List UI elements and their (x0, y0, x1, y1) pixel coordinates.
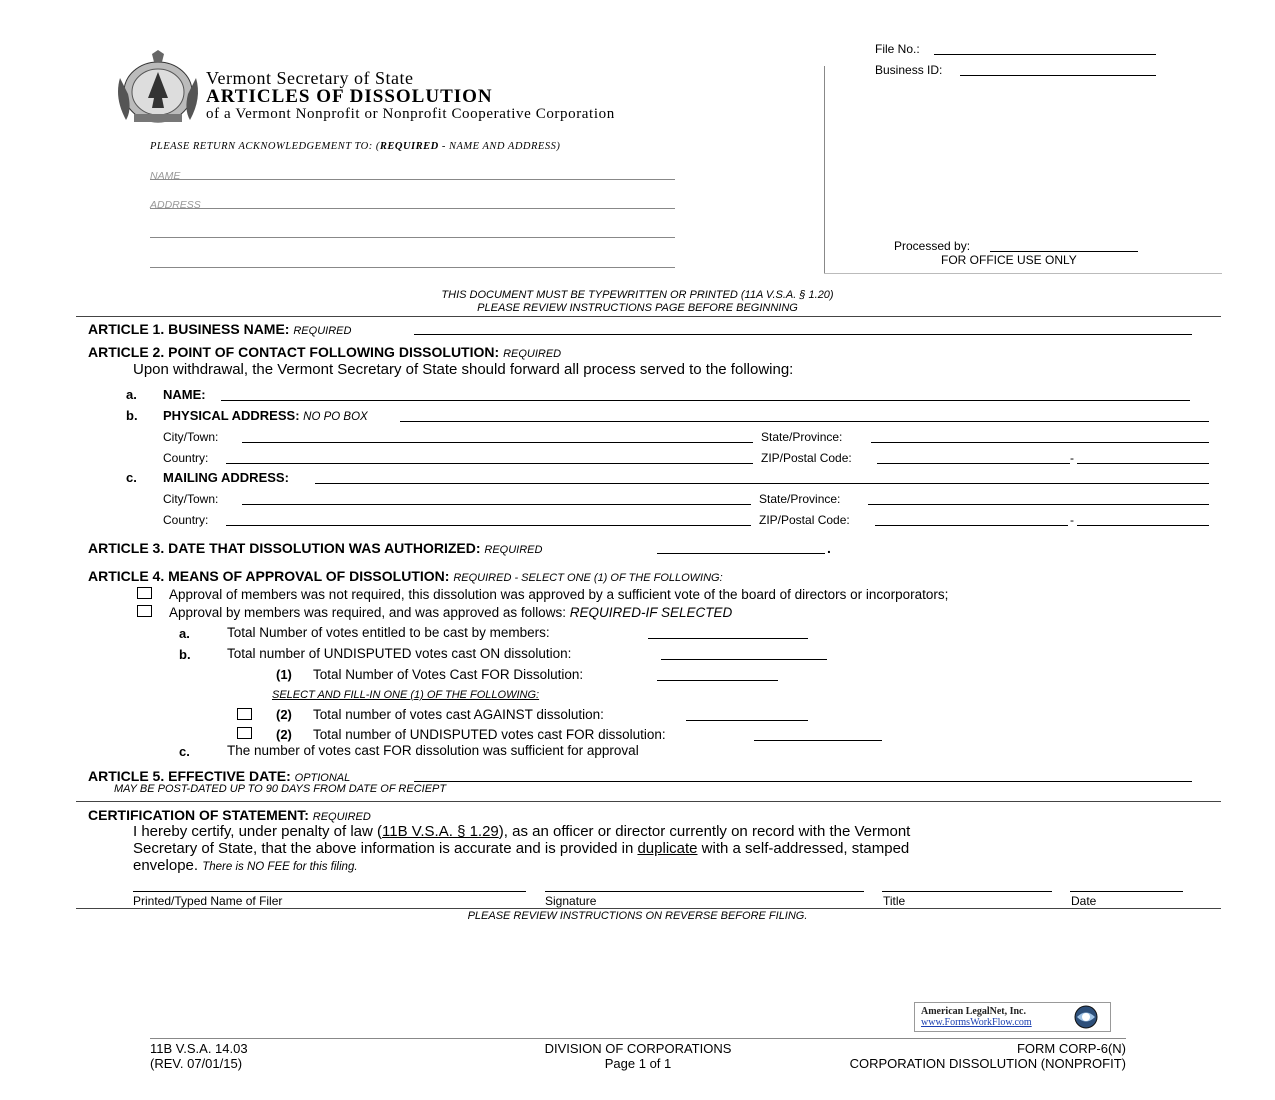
return-address-placeholder: ADDRESS (150, 199, 201, 211)
option-1-checkbox[interactable] (137, 587, 152, 599)
undisputed-on-field[interactable] (661, 659, 827, 660)
mailing-zip-label: ZIP/Postal Code: (759, 513, 850, 527)
return-ack-suffix: - NAME AND ADDRESS) (438, 141, 561, 152)
statute-link[interactable]: 11B V.S.A. § 1.29 (382, 823, 499, 840)
office-divider (824, 66, 825, 273)
contact-name-field[interactable] (221, 400, 1190, 401)
mailing-city-label: City/Town: (163, 492, 219, 506)
cert-text-1a: I hereby certify, under penalty of law ( (133, 823, 383, 840)
mailing-state-label: State/Province: (759, 492, 841, 506)
business-name-field[interactable] (414, 334, 1192, 335)
undisputed-on-label: Total number of UNDISPUTED votes cast ON dissolution: (227, 646, 572, 661)
mailing-country-label: Country: (163, 513, 209, 527)
votes-against-field[interactable] (686, 720, 808, 721)
office-use-label: FOR OFFICE USE ONLY (941, 253, 1077, 267)
legalnet-url[interactable]: www.FormsWorkFlow.com (921, 1017, 1032, 1028)
file-no-field[interactable] (934, 54, 1156, 55)
article-3-label (88, 540, 542, 556)
certification-required: REQUIRED (312, 811, 371, 823)
authorization-date-field[interactable] (657, 553, 825, 554)
physical-city-label: City/Town: (163, 430, 219, 444)
option-undisputed-for-checkbox[interactable] (237, 727, 252, 739)
review-reverse-note: PLEASE REVIEW INSTRUCTIONS ON REVERSE BEFORE FILING. (467, 910, 808, 922)
option-2-required: REQUIRED-IF SELECTED (569, 605, 733, 620)
article-4-title: ARTICLE 4. MEANS OF APPROVAL OF DISSOLUTION: (88, 568, 450, 584)
business-id-field[interactable] (960, 75, 1156, 76)
business-id-label: Business ID: (875, 63, 943, 77)
instructions-notice: PLEASE REVIEW INSTRUCTIONS PAGE BEFORE BEGINNING (477, 302, 798, 314)
item-4b1-number: (1) (276, 667, 292, 682)
date-field[interactable] (1070, 891, 1183, 892)
mailing-address-label: MAILING ADDRESS: (163, 470, 289, 485)
effective-date-field[interactable] (414, 781, 1192, 782)
mailing-zip-field[interactable] (875, 525, 1068, 526)
title-field[interactable] (882, 891, 1052, 892)
item-c-letter: c. (126, 470, 137, 485)
cert-text-2a: Secretary of State, that the above information is accurate and is provided in (133, 840, 638, 857)
votes-for-field[interactable] (657, 680, 778, 681)
footer-division: DIVISION OF CORPORATIONS (544, 1041, 732, 1056)
signature-field[interactable] (545, 891, 864, 892)
physical-country-label: Country: (163, 451, 209, 465)
signature-caption: Signature (545, 894, 597, 908)
votes-entitled-label: Total Number of votes entitled to be cast by members: (227, 625, 550, 640)
mailing-zip-dash: - (1070, 513, 1074, 527)
article-4-label (88, 568, 723, 584)
typewritten-notice: THIS DOCUMENT MUST BE TYPEWRITTEN OR PRINTED (11A V.S.A. § 1.20) (441, 289, 834, 301)
legalnet-company: American LegalNet, Inc. (921, 1006, 1026, 1017)
notice-rule (76, 316, 1221, 317)
footer-form-number: FORM CORP-6(N) (1016, 1041, 1126, 1056)
cert-text-1b: ), as an officer or director currently on record with the Vermont (498, 823, 911, 840)
duplicate-link[interactable]: duplicate (637, 840, 698, 857)
undisputed-for-field[interactable] (754, 740, 882, 741)
office-bottom-rule (824, 273, 1222, 274)
article-5-rule (76, 801, 1221, 802)
physical-state-label: State/Province: (761, 430, 843, 444)
article-2-title: ARTICLE 2. POINT OF CONTACT FOLLOWING DISSOLUTION: (88, 344, 500, 360)
article-3-title: ARTICLE 3. DATE THAT DISSOLUTION WAS AUTHORIZED: (88, 540, 481, 556)
article-1-label (88, 321, 351, 337)
return-address-line-2[interactable] (150, 237, 675, 238)
votes-against-label: Total number of votes cast AGAINST dissolution: (313, 707, 604, 722)
item-4b-letter: b. (179, 647, 191, 662)
return-ack-prefix: PLEASE RETURN ACKNOWLEDGEMENT TO: ( (150, 141, 380, 152)
footer-form-name: CORPORATION DISSOLUTION (NONPROFIT) (849, 1056, 1126, 1071)
article-3-required: REQUIRED (484, 544, 543, 556)
footer-statute: 11B V.S.A. 14.03 (150, 1041, 248, 1056)
legalnet-logo[interactable] (914, 1002, 1111, 1032)
physical-zip-ext-field[interactable] (1077, 463, 1209, 464)
article-5-optional: OPTIONAL (294, 772, 351, 784)
mailing-state-field[interactable] (868, 504, 1209, 505)
filer-name-caption: Printed/Typed Name of Filer (133, 894, 283, 908)
certification-line-2 (133, 840, 909, 857)
return-name-placeholder: NAME (150, 170, 181, 182)
item-4a-letter: a. (179, 626, 190, 641)
item-4b2b-number: (2) (276, 727, 292, 742)
contact-name-label: NAME: (163, 387, 206, 402)
article-3-period: . (827, 540, 831, 556)
sufficient-votes-text: The number of votes cast FOR dissolution was sufficient for approval (227, 743, 639, 758)
physical-zip-field[interactable] (877, 463, 1070, 464)
no-po-box-note: NO PO BOX (303, 411, 368, 423)
option-1-text: Approval of members was not required, this dissolution was approved by a sufficient vote of the board of directors or incorporators; (169, 587, 949, 602)
votes-entitled-field[interactable] (648, 638, 808, 639)
article-2-intro: Upon withdrawal, the Vermont Secretary of State should forward all process served to the following: (133, 361, 794, 378)
cert-text-2b: with a self-addressed, stamped (697, 840, 910, 857)
processed-by-label: Processed by: (894, 239, 971, 253)
signature-rule (76, 908, 1221, 909)
return-name-field[interactable] (150, 166, 675, 180)
article-5-label (88, 768, 350, 784)
option-2-checkbox[interactable] (137, 605, 152, 617)
item-4b2a-number: (2) (276, 707, 292, 722)
certification-title: CERTIFICATION OF STATEMENT: (88, 807, 309, 823)
return-address-field[interactable] (150, 195, 675, 209)
return-ack-label (150, 141, 560, 152)
filer-name-field[interactable] (133, 891, 526, 892)
certification-label (88, 807, 371, 823)
mailing-address-field[interactable] (315, 483, 1209, 484)
certification-line-3 (133, 857, 358, 874)
undisputed-for-label: Total number of UNDISPUTED votes cast FOR dissolution: (313, 727, 666, 742)
option-2-label: Approval by members was required, and was approved as follows: (169, 605, 566, 620)
physical-country-field[interactable] (226, 463, 753, 464)
physical-address-label (163, 408, 368, 423)
certification-line-1 (133, 823, 910, 840)
item-b-letter: b. (126, 408, 138, 423)
form-subtitle: of a Vermont Nonprofit or Nonprofit Cooperative Corporation (206, 106, 615, 122)
article-1-required: REQUIRED (293, 325, 352, 337)
file-no-label: File No.: (875, 42, 920, 56)
post-date-note: MAY BE POST-DATED UP TO 90 DAYS FROM DATE OF RECIEPT (114, 783, 447, 795)
physical-city-field[interactable] (242, 442, 753, 443)
mailing-city-field[interactable] (242, 504, 751, 505)
footer-revision: (REV. 07/01/15) (150, 1056, 243, 1071)
physical-address-title: PHYSICAL ADDRESS: (163, 408, 300, 423)
article-2-label (88, 344, 561, 360)
item-4c-letter: c. (179, 744, 190, 759)
title-caption: Title (883, 894, 906, 908)
return-ack-required: REQUIRED (379, 141, 439, 152)
footer-rule (150, 1038, 1126, 1039)
option-against-checkbox[interactable] (237, 708, 252, 720)
physical-state-field[interactable] (871, 442, 1209, 443)
physical-zip-label: ZIP/Postal Code: (761, 451, 852, 465)
article-2-required: REQUIRED (503, 348, 562, 360)
form-title: ARTICLES OF DISSOLUTION (206, 86, 493, 107)
article-5-title: ARTICLE 5. EFFECTIVE DATE: (88, 768, 291, 784)
item-a-letter: a. (126, 387, 137, 402)
globe-icon (1073, 1004, 1099, 1030)
state-seal-image (112, 48, 204, 126)
physical-address-field[interactable] (400, 421, 1209, 422)
article-1-title: ARTICLE 1. BUSINESS NAME: (88, 321, 290, 337)
return-address-line-3[interactable] (150, 267, 675, 268)
physical-zip-dash: - (1070, 451, 1074, 465)
mailing-zip-ext-field[interactable] (1077, 525, 1209, 526)
mailing-country-field[interactable] (226, 525, 751, 526)
option-2-text (169, 605, 732, 620)
footer-page: Page 1 of 1 (604, 1056, 672, 1071)
date-caption: Date (1071, 894, 1097, 908)
article-4-required: REQUIRED - SELECT ONE (1) OF THE FOLLOWING: (453, 572, 723, 584)
select-one-note: SELECT AND FILL-IN ONE (1) OF THE FOLLOWING: (272, 689, 540, 701)
no-fee-note: There is NO FEE for this filing. (202, 861, 358, 873)
votes-for-label: Total Number of Votes Cast FOR Dissolution: (313, 667, 584, 682)
processed-by-field[interactable] (990, 251, 1138, 252)
agency-name: Vermont Secretary of State (206, 68, 414, 88)
cert-text-3: envelope. (133, 857, 199, 874)
